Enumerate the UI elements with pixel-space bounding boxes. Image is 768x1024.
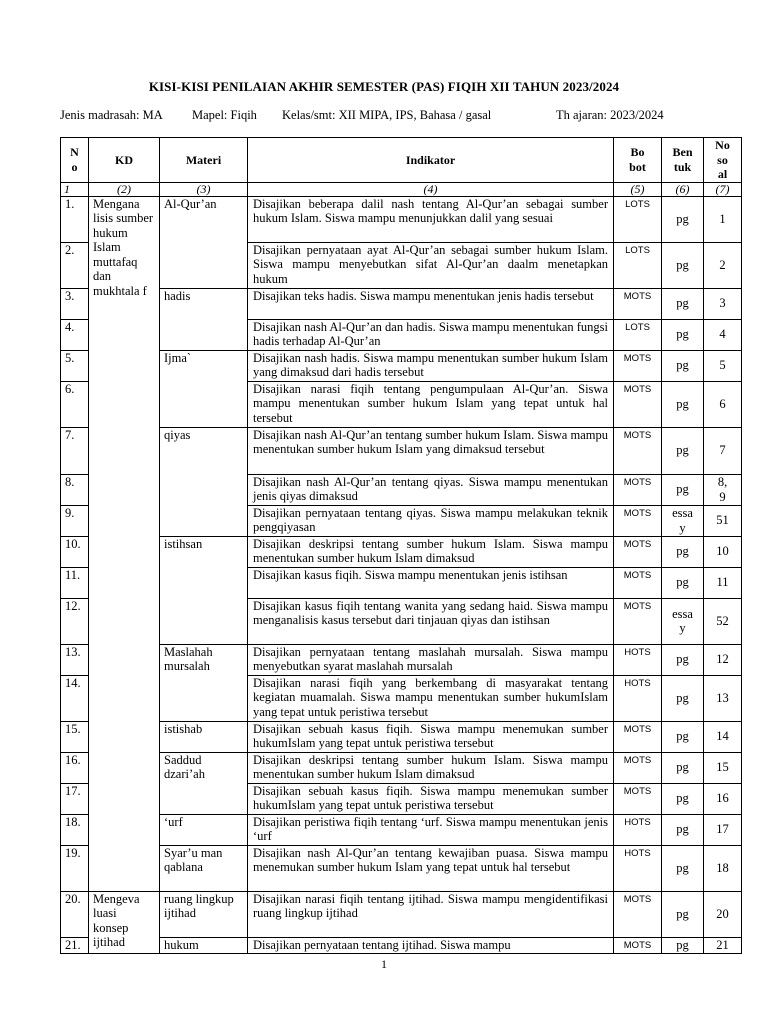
column-number: (7)	[704, 182, 742, 196]
materi-cell: istishab	[160, 721, 248, 752]
column-number: (4)	[248, 182, 614, 196]
bentuk-cell: pg	[662, 567, 704, 598]
page-number: 1	[381, 957, 387, 971]
bentuk-cell: pg	[662, 721, 704, 752]
bentuk-cell: pg	[662, 381, 704, 427]
table-row	[61, 814, 742, 845]
nosoal-cell: 21	[704, 937, 742, 954]
nosoal-cell: 13	[704, 675, 742, 721]
indikator-cell: Disajikan narasi fiqih yang berkembang di masyarakat tentang kegiatan muamalah. Siswa mampu menentukan sumber hukumIslam yang tepat untuk peristiwa tersebut	[248, 675, 614, 721]
table-row	[61, 937, 742, 954]
nosoal-cell: 8, 9	[704, 474, 742, 505]
row-number: 8.	[61, 474, 89, 505]
nosoal-cell: 51	[704, 505, 742, 536]
row-number: 15.	[61, 721, 89, 752]
bentuk-cell: essa y	[662, 505, 704, 536]
bobot-cell: MOTS	[614, 536, 662, 567]
column-number: (5)	[614, 182, 662, 196]
bobot-cell: HOTS	[614, 675, 662, 721]
indikator-cell: Disajikan nash Al-Qur’an tentang sumber hukum Islam. Siswa mampu menentukan sumber hukum Islam yang dimaksud tersebut	[248, 427, 614, 474]
kisi-kisi-table	[60, 137, 742, 954]
bentuk-cell: pg	[662, 536, 704, 567]
nosoal-cell: 16	[704, 783, 742, 814]
bobot-cell: MOTS	[614, 381, 662, 427]
nosoal-cell: 10	[704, 536, 742, 567]
indikator-cell: Disajikan deskripsi tentang sumber hukum Islam. Siswa mampu menentukan sumber hukum Islam dimaksud	[248, 752, 614, 783]
header-bobot: Bo bot	[614, 138, 662, 183]
bentuk-cell: pg	[662, 288, 704, 319]
column-number: 1	[61, 182, 89, 196]
kd-cell: Mengeva luasi konsep ijtihad	[89, 891, 160, 954]
header-bentuk: Ben tuk	[662, 138, 704, 183]
indikator-cell: Disajikan nash Al-Qur’an tentang kewajiban puasa. Siswa mampu menemukan sumber hukum Islam yang tepat untuk hal tersebut	[248, 845, 614, 891]
row-number: 10.	[61, 536, 89, 567]
indikator-cell: Disajikan kasus fiqih tentang wanita yang sedang haid. Siswa mampu menganalisis kasus tersebut dari tinjauan qiyas dan istihsan	[248, 598, 614, 644]
header-nosoal: No so al	[704, 138, 742, 183]
materi-cell: Syar’u man qablana	[160, 845, 248, 891]
bentuk-cell: pg	[662, 814, 704, 845]
nosoal-cell: 3	[704, 288, 742, 319]
materi-cell: ruang lingkup ijtihad	[160, 891, 248, 937]
column-number: (3)	[160, 182, 248, 196]
column-numbering-row	[61, 182, 742, 196]
bobot-cell: MOTS	[614, 783, 662, 814]
indikator-cell: Disajikan narasi fiqih tentang ijtihad. Siswa mampu mengidentifikasi ruang lingkup ijtihad	[248, 891, 614, 937]
header-materi: Materi	[160, 138, 248, 183]
column-number: (2)	[89, 182, 160, 196]
nosoal-cell: 5	[704, 350, 742, 381]
bobot-cell: MOTS	[614, 567, 662, 598]
nosoal-cell: 18	[704, 845, 742, 891]
nosoal-cell: 1	[704, 196, 742, 242]
bobot-cell: HOTS	[614, 644, 662, 675]
table-row	[61, 536, 742, 567]
bentuk-cell: pg	[662, 242, 704, 288]
row-number: 6.	[61, 381, 89, 427]
bentuk-cell: pg	[662, 845, 704, 891]
bentuk-cell: essa y	[662, 598, 704, 644]
meta-mapel: Mapel: Fiqih	[192, 108, 257, 122]
row-number: 17.	[61, 783, 89, 814]
document-title: KISI-KISI PENILAIAN AKHIR SEMESTER (PAS) FIQIH XII TAHUN 2023/2024	[148, 79, 620, 94]
indikator-cell: Disajikan kasus fiqih. Siswa mampu menentukan jenis istihsan	[248, 567, 614, 598]
row-number: 18.	[61, 814, 89, 845]
table-row	[61, 196, 742, 242]
nosoal-cell: 52	[704, 598, 742, 644]
header-kd: KD	[89, 138, 160, 183]
indikator-cell: Disajikan pernyataan ayat Al-Qur’an sebagai sumber hukum Islam. Siswa mampu menyebutkan sifat Al-Qur’an daalm menetapkan hukum	[248, 242, 614, 288]
bobot-cell: MOTS	[614, 474, 662, 505]
row-number: 3.	[61, 288, 89, 319]
indikator-cell: Disajikan nash hadis. Siswa mampu menentukan sumber hukum Islam yang dimaksud dari hadis tersebut	[248, 350, 614, 381]
row-number: 12.	[61, 598, 89, 644]
indikator-cell: Disajikan beberapa dalil nash tentang Al-Qur’an sebagai sumber hukum Islam. Siswa mampu menunjukkan dalil yang sesuai	[248, 196, 614, 242]
bobot-cell: MOTS	[614, 505, 662, 536]
nosoal-cell: 12	[704, 644, 742, 675]
kd-cell: Mengana lisis sumber hukum Islam muttafaq dan mukhtala f	[89, 196, 160, 891]
nosoal-cell: 7	[704, 427, 742, 474]
table-row	[61, 427, 742, 474]
materi-cell: qiyas	[160, 427, 248, 536]
bobot-cell: MOTS	[614, 891, 662, 937]
meta-jenis-madrasah: Jenis madrasah: MA	[60, 108, 163, 122]
row-number: 1.	[61, 196, 89, 242]
row-number: 11.	[61, 567, 89, 598]
nosoal-cell: 6	[704, 381, 742, 427]
row-number: 21.	[61, 937, 89, 954]
indikator-cell: Disajikan pernyataan tentang ijtihad. Siswa mampu	[248, 937, 614, 954]
indikator-cell: Disajikan narasi fiqih tentang pengumpulaan Al-Qur’an. Siswa mampu menentukan sumber hukum Islam yang tepat untuk hal tersebut	[248, 381, 614, 427]
nosoal-cell: 11	[704, 567, 742, 598]
bobot-cell: LOTS	[614, 242, 662, 288]
materi-cell: Maslahah mursalah	[160, 644, 248, 721]
bobot-cell: HOTS	[614, 814, 662, 845]
indikator-cell: Disajikan sebuah kasus fiqih. Siswa mampu menemukan sumber hukumIslam yang tepat untuk peristiwa tersebut	[248, 721, 614, 752]
bobot-cell: MOTS	[614, 752, 662, 783]
bentuk-cell: pg	[662, 427, 704, 474]
indikator-cell: Disajikan nash Al-Qur’an dan hadis. Siswa mampu menentukan fungsi hadis terhadap Al-Qur’an	[248, 319, 614, 350]
table-row	[61, 721, 742, 752]
column-number: (6)	[662, 182, 704, 196]
row-number: 4.	[61, 319, 89, 350]
nosoal-cell: 2	[704, 242, 742, 288]
bobot-cell: MOTS	[614, 427, 662, 474]
indikator-cell: Disajikan deskripsi tentang sumber hukum Islam. Siswa mampu menentukan sumber hukum Islam dimaksud	[248, 536, 614, 567]
indikator-cell: Disajikan teks hadis. Siswa mampu menentukan jenis hadis tersebut	[248, 288, 614, 319]
table-row	[61, 644, 742, 675]
bobot-cell: MOTS	[614, 598, 662, 644]
header-no: N o	[61, 138, 89, 183]
nosoal-cell: 15	[704, 752, 742, 783]
materi-cell: Al-Qur’an	[160, 196, 248, 288]
materi-cell: Ijma`	[160, 350, 248, 427]
bentuk-cell: pg	[662, 752, 704, 783]
nosoal-cell: 14	[704, 721, 742, 752]
bentuk-cell: pg	[662, 675, 704, 721]
materi-cell: ‘urf	[160, 814, 248, 845]
bobot-cell: LOTS	[614, 196, 662, 242]
bentuk-cell: pg	[662, 937, 704, 954]
bentuk-cell: pg	[662, 196, 704, 242]
table-row	[61, 891, 742, 937]
bentuk-cell: pg	[662, 350, 704, 381]
bobot-cell: LOTS	[614, 319, 662, 350]
row-number: 16.	[61, 752, 89, 783]
bobot-cell: MOTS	[614, 937, 662, 954]
table-row	[61, 845, 742, 891]
bobot-cell: MOTS	[614, 288, 662, 319]
bentuk-cell: pg	[662, 891, 704, 937]
indikator-cell: Disajikan sebuah kasus fiqih. Siswa mampu menemukan sumber hukumIslam yang tepat untuk peristiwa tersebut	[248, 783, 614, 814]
indikator-cell: Disajikan pernyataan tentang qiyas. Siswa mampu melakukan teknik pengqiyasan	[248, 505, 614, 536]
table-row	[61, 350, 742, 381]
nosoal-cell: 4	[704, 319, 742, 350]
row-number: 14.	[61, 675, 89, 721]
row-number: 20.	[61, 891, 89, 937]
materi-cell: istihsan	[160, 536, 248, 644]
meta-kelas: Kelas/smt: XII MIPA, IPS, Bahasa / gasal	[282, 108, 492, 122]
materi-cell: hadis	[160, 288, 248, 350]
row-number: 19.	[61, 845, 89, 891]
table-row	[61, 288, 742, 319]
materi-cell: hukum	[160, 937, 248, 954]
bobot-cell: HOTS	[614, 845, 662, 891]
nosoal-cell: 20	[704, 891, 742, 937]
indikator-cell: Disajikan peristiwa fiqih tentang ‘urf. Siswa mampu menentukan jenis ‘urf	[248, 814, 614, 845]
meta-tahun-ajaran: Th ajaran: 2023/2024	[556, 108, 664, 122]
bentuk-cell: pg	[662, 644, 704, 675]
row-number: 7.	[61, 427, 89, 474]
bobot-cell: MOTS	[614, 721, 662, 752]
materi-cell: Saddud dzari’ah	[160, 752, 248, 814]
row-number: 13.	[61, 644, 89, 675]
row-number: 2.	[61, 242, 89, 288]
nosoal-cell: 17	[704, 814, 742, 845]
header-indikator: Indikator	[248, 138, 614, 183]
indikator-cell: Disajikan pernyataan tentang maslahah mursalah. Siswa mampu menyebutkan syarat maslahah mursalah	[248, 644, 614, 675]
bentuk-cell: pg	[662, 783, 704, 814]
bobot-cell: MOTS	[614, 350, 662, 381]
indikator-cell: Disajikan nash Al-Qur’an tentang qiyas. Siswa mampu menentukan jenis qiyas dimaksud	[248, 474, 614, 505]
row-number: 5.	[61, 350, 89, 381]
row-number: 9.	[61, 505, 89, 536]
table-row	[61, 752, 742, 783]
bentuk-cell: pg	[662, 319, 704, 350]
bentuk-cell: pg	[662, 474, 704, 505]
